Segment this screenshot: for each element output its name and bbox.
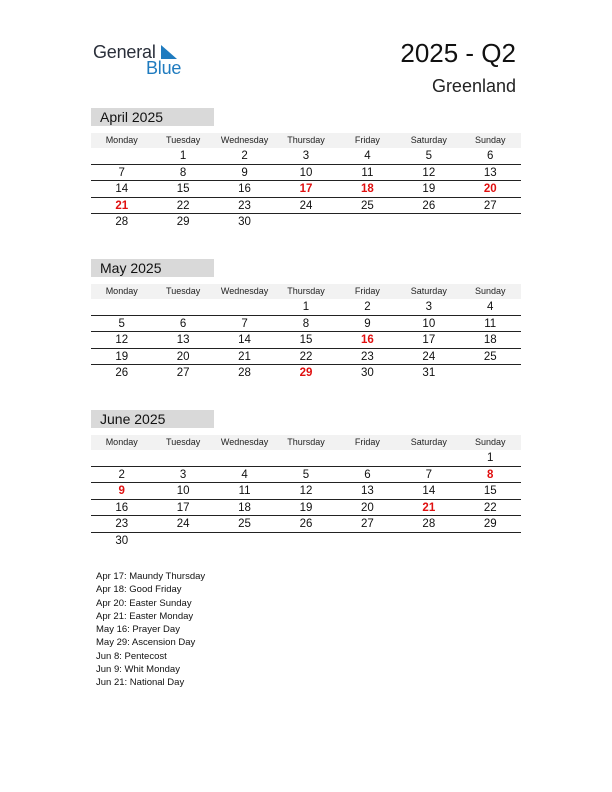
weekday-label: Wednesday [220,437,269,447]
day-cell [460,365,521,382]
holiday-item: May 29: Ascension Day [96,637,196,649]
day-cell: 1 [302,301,310,313]
holiday-day-cell: 20 [483,183,497,195]
weekday-label: Monday [105,437,138,447]
day-cell [460,533,521,550]
day-cell: 17 [176,501,190,514]
weekday-label: Thursday [287,286,325,296]
day-cell [398,450,459,466]
day-cell: 17 [422,334,436,346]
day-cell: 22 [483,501,497,514]
day-cell: 12 [422,166,436,179]
holiday-item: Apr 17: Maundy Thursday [96,571,206,582]
day-cell: 11 [361,166,374,179]
day-cell: 3 [179,468,187,481]
day-cell: 30 [361,367,374,379]
day-cell: 25 [361,199,374,212]
day-cell [275,533,336,550]
day-cell: 14 [422,485,436,497]
day-cell: 20 [361,501,374,514]
logo-text-blue: Blue [146,58,182,78]
day-cell [91,299,152,315]
holiday-day-cell: 16 [361,334,374,346]
day-cell: 30 [115,534,129,547]
day-cell: 23 [238,199,251,212]
day-cell: 18 [238,501,251,514]
weekday-label: Thursday [287,437,325,447]
day-cell: 31 [422,367,436,379]
weekday-label: Sunday [474,135,506,145]
holiday-item: Jun 9: Whit Monday [96,664,180,676]
week-row [91,181,521,198]
week-row [91,332,521,349]
day-cell: 6 [364,468,371,481]
day-cell: 7 [118,166,125,179]
weekday-label: Thursday [287,135,325,145]
day-cell [152,299,213,315]
weekday-label: Friday [354,135,380,145]
holiday-item: Jun 21: National Day [96,677,185,689]
day-cell: 4 [241,468,248,481]
day-cell: 29 [176,216,190,228]
day-cell: 21 [238,350,251,363]
holiday-day-cell: 8 [487,468,494,481]
day-cell: 27 [176,367,190,379]
month-may [91,259,521,382]
holiday-item: Apr 21: Easter Monday [96,610,194,622]
weekday-label: Wednesday [220,286,269,296]
week-row [91,165,521,182]
day-cell: 25 [238,518,251,530]
holiday-item: May 16: Prayer Day [96,624,180,636]
day-cell: 1 [179,150,187,162]
day-cell [337,214,398,231]
day-cell: 22 [176,199,190,212]
weekday-label: Monday [105,135,138,145]
day-cell [91,148,152,164]
week-row [91,467,521,484]
day-cell: 13 [361,485,374,497]
weekday-header-row [91,133,521,148]
weekday-label: Sunday [474,437,506,447]
day-cell: 22 [299,350,313,363]
day-cell: 26 [422,199,436,212]
day-cell: 19 [299,501,313,514]
day-cell: 15 [176,183,190,195]
day-cell: 5 [302,468,310,481]
day-cell: 27 [361,518,374,530]
day-cell: 7 [241,317,248,330]
holiday-item: Apr 18: Good Friday [96,584,182,596]
week-row [91,349,521,366]
weekday-label: Tuesday [166,286,201,296]
day-cell: 4 [487,301,494,313]
weekday-label: Tuesday [166,437,201,447]
holiday-item: Apr 20: Easter Sunday [96,597,192,609]
month-title: April 2025 [91,108,214,126]
day-cell: 9 [241,166,248,179]
day-cell: 16 [115,501,129,514]
day-cell: 28 [238,367,251,379]
week-row [91,198,521,215]
day-cell: 4 [364,150,371,162]
day-cell: 3 [302,150,310,162]
day-cell: 10 [299,166,313,179]
country-name: Greenland [431,76,516,96]
weekday-label: Tuesday [166,135,201,145]
day-cell: 29 [483,518,497,530]
day-cell: 14 [115,183,129,195]
day-cell: 14 [238,334,251,346]
week-row [91,214,521,231]
holiday-item: Jun 8: Pentecost [96,650,167,662]
day-cell: 2 [364,301,371,313]
weekday-label: Sunday [474,286,506,296]
day-cell [460,214,521,231]
logo-text-general: General [93,42,156,62]
week-row [91,516,521,533]
day-cell: 16 [238,183,251,195]
month-title: June 2025 [91,410,214,428]
month-title: May 2025 [91,259,214,277]
day-cell: 6 [179,317,187,330]
day-cell: 2 [118,468,125,481]
day-cell [398,214,459,231]
day-cell: 5 [425,150,433,162]
weekday-label: Friday [354,286,380,296]
week-row [91,450,521,467]
holiday-day-cell: 29 [299,367,313,379]
day-cell: 3 [425,301,433,313]
week-row [91,365,521,382]
day-cell [152,450,213,466]
day-cell: 8 [302,317,310,330]
day-cell: 9 [364,317,371,330]
day-cell: 10 [422,317,436,330]
weekday-label: Saturday [410,286,447,296]
day-cell: 18 [483,334,497,346]
day-cell: 24 [176,518,190,530]
day-cell: 2 [241,150,248,162]
weekday-label: Wednesday [220,135,269,145]
day-cell: 19 [422,183,436,195]
day-cell: 10 [176,485,190,497]
day-cell: 20 [176,350,190,363]
month-june [91,410,521,549]
day-cell [214,533,275,550]
weekday-label: Saturday [410,135,447,145]
day-cell: 23 [115,518,129,530]
weekday-label: Friday [354,437,380,447]
day-cell [337,450,398,466]
holiday-day-cell: 18 [361,183,374,195]
holiday-list [96,570,205,690]
holiday-day-cell: 17 [299,183,313,195]
week-row [91,316,521,333]
day-cell [337,533,398,550]
day-cell: 15 [299,334,313,346]
day-cell: 1 [487,452,494,464]
day-cell: 11 [484,317,497,330]
day-cell: 13 [483,166,497,179]
page-title: 2025 - Q2 [400,38,516,68]
day-cell: 19 [115,350,129,363]
week-row [91,299,521,316]
day-cell [275,450,336,466]
week-row [91,533,521,550]
day-cell [152,533,213,550]
holiday-day-cell: 9 [118,485,125,497]
day-cell: 26 [115,367,129,379]
day-cell: 26 [299,518,313,530]
day-cell: 15 [483,485,497,497]
day-cell: 28 [115,216,129,228]
week-row [91,148,521,165]
weekday-label: Monday [105,286,138,296]
day-cell: 12 [115,334,129,346]
week-row [91,500,521,517]
day-cell: 6 [487,150,494,162]
day-cell [398,533,459,550]
day-cell: 24 [422,350,436,363]
logo-triangle-icon [161,45,177,59]
day-cell [275,214,336,231]
day-cell: 7 [425,468,433,481]
day-cell [91,450,152,466]
day-cell: 30 [238,216,251,228]
day-cell [214,299,275,315]
day-cell: 23 [361,350,374,363]
day-cell: 5 [118,317,125,330]
logo [93,40,193,80]
day-cell: 27 [483,199,497,212]
holiday-day-cell: 21 [115,199,129,212]
day-cell: 11 [238,485,251,497]
day-cell: 24 [299,199,313,212]
week-row [91,483,521,500]
day-cell: 8 [179,166,187,179]
weekday-header-row [91,284,521,299]
day-cell [214,450,275,466]
holiday-day-cell: 21 [422,501,436,514]
day-cell: 12 [299,485,313,497]
day-cell: 25 [483,350,497,363]
weekday-label: Saturday [410,437,447,447]
weekday-header-row [91,435,521,450]
month-april [91,108,521,231]
day-cell: 13 [176,334,190,346]
day-cell: 28 [422,518,436,530]
